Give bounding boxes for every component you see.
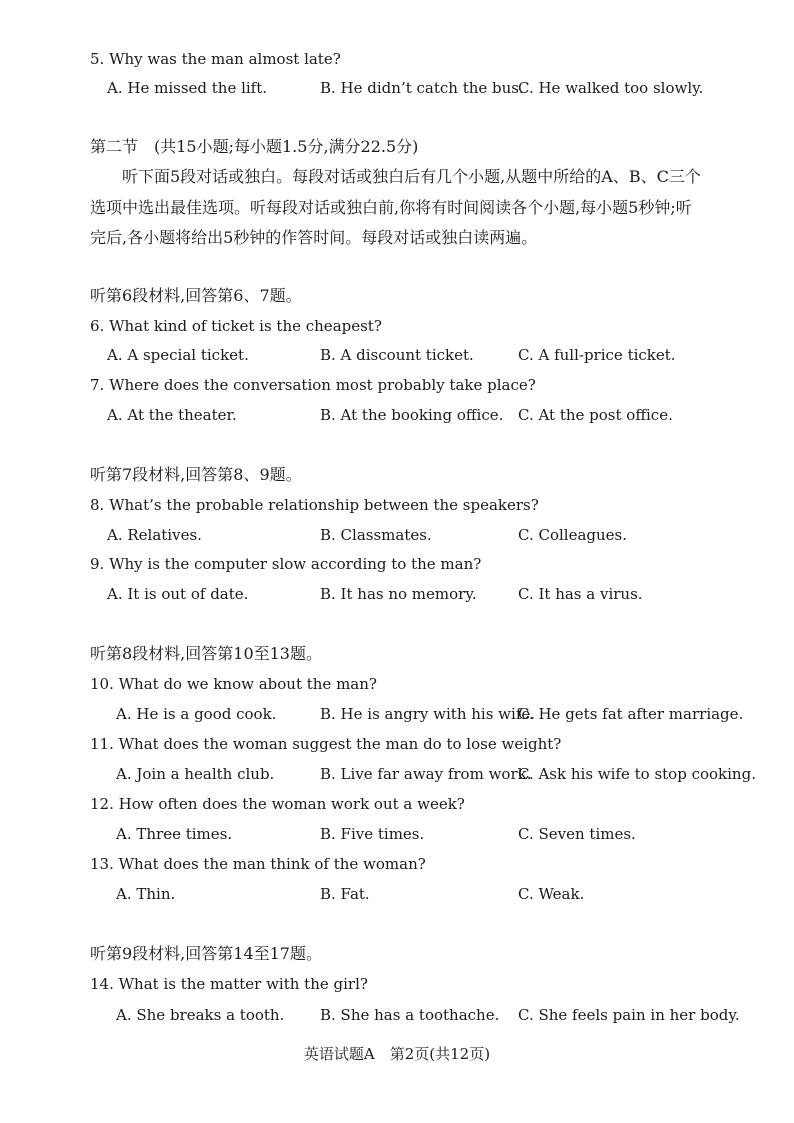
instructions-line-1: 听下面5段对话或独白。每段对话或独白后有几个小题,从题中所给的A、B、C三个 <box>122 167 701 186</box>
q8-option-a: A. Relatives. <box>107 526 202 544</box>
question-5: 5. Why was the man almost late? <box>90 50 341 68</box>
q13-option-a: A. Thin. <box>116 885 176 903</box>
page-footer: 英语试题A 第2页(共12页) <box>303 1045 491 1063</box>
q12-option-c: C. Seven times. <box>518 825 636 843</box>
instructions-line-3: 完后,各小题将给出5秒钟的作答时间。每段对话或独白读两遍。 <box>90 228 538 247</box>
question-14: 14. What is the matter with the girl? <box>90 975 368 993</box>
q11-option-c: C. Ask his wife to stop cooking. <box>518 765 756 783</box>
question-8: 8. What’s the probable relationship between the speakers? <box>90 496 539 514</box>
question-9: 9. Why is the computer slow according to the man? <box>90 555 482 573</box>
q14-option-c: C. She feels pain in her body. <box>518 1006 740 1024</box>
q9-option-b: B. It has no memory. <box>320 585 477 603</box>
q7-option-a: A. At the theater. <box>107 406 237 424</box>
q13-option-b: B. Fat. <box>320 885 370 903</box>
q14-option-a: A. She breaks a tooth. <box>116 1006 285 1024</box>
q10-option-c: C. He gets fat after marriage. <box>518 705 744 723</box>
part-8-intro: 听第8段材料,回答第10至13题。 <box>90 644 322 663</box>
q7-option-c: C. At the post office. <box>518 406 673 424</box>
part-7-intro: 听第7段材料,回答第8、9题。 <box>90 465 302 484</box>
question-10: 10. What do we know about the man? <box>90 675 377 693</box>
q9-option-a: A. It is out of date. <box>107 585 249 603</box>
q6-option-c: C. A full-price ticket. <box>518 346 676 364</box>
q5-option-a: A. He missed the lift. <box>107 79 268 97</box>
q7-option-b: B. At the booking office. <box>320 406 504 424</box>
q9-option-c: C. It has a virus. <box>518 585 643 603</box>
q12-option-b: B. Five times. <box>320 825 425 843</box>
q13-option-c: C. Weak. <box>518 885 585 903</box>
q5-option-c: C. He walked too slowly. <box>518 79 704 97</box>
question-12: 12. How often does the woman work out a week? <box>90 795 465 813</box>
q5-option-b: B. He didn’t catch the bus. <box>320 79 524 97</box>
part-6-intro: 听第6段材料,回答第6、7题。 <box>90 286 302 305</box>
q6-option-a: A. A special ticket. <box>107 346 249 364</box>
q12-option-a: A. Three times. <box>116 825 233 843</box>
question-13: 13. What does the man think of the woman? <box>90 855 426 873</box>
q8-option-c: C. Colleagues. <box>518 526 628 544</box>
q10-option-a: A. He is a good cook. <box>116 705 277 723</box>
question-7: 7. Where does the conversation most probably take place? <box>90 376 536 394</box>
q14-option-b: B. She has a toothache. <box>320 1006 500 1024</box>
q8-option-b: B. Classmates. <box>320 526 432 544</box>
q6-option-b: B. A discount ticket. <box>320 346 474 364</box>
q10-option-b: B. He is angry with his wife. <box>320 705 536 723</box>
section-heading: 第二节 (共15小题;每小题1.5分,满分22.5分) <box>90 137 419 156</box>
instructions-line-2: 选项中选出最佳选项。听每段对话或独白前,你将有时间阅读各个小题,每小题5秒钟;听 <box>90 198 692 217</box>
q11-option-a: A. Join a health club. <box>116 765 275 783</box>
part-9-intro: 听第9段材料,回答第14至17题。 <box>90 944 322 963</box>
question-11: 11. What does the woman suggest the man do to lose weight? <box>90 735 562 753</box>
q11-option-b: B. Live far away from work. <box>320 765 532 783</box>
question-6: 6. What kind of ticket is the cheapest? <box>90 317 382 335</box>
